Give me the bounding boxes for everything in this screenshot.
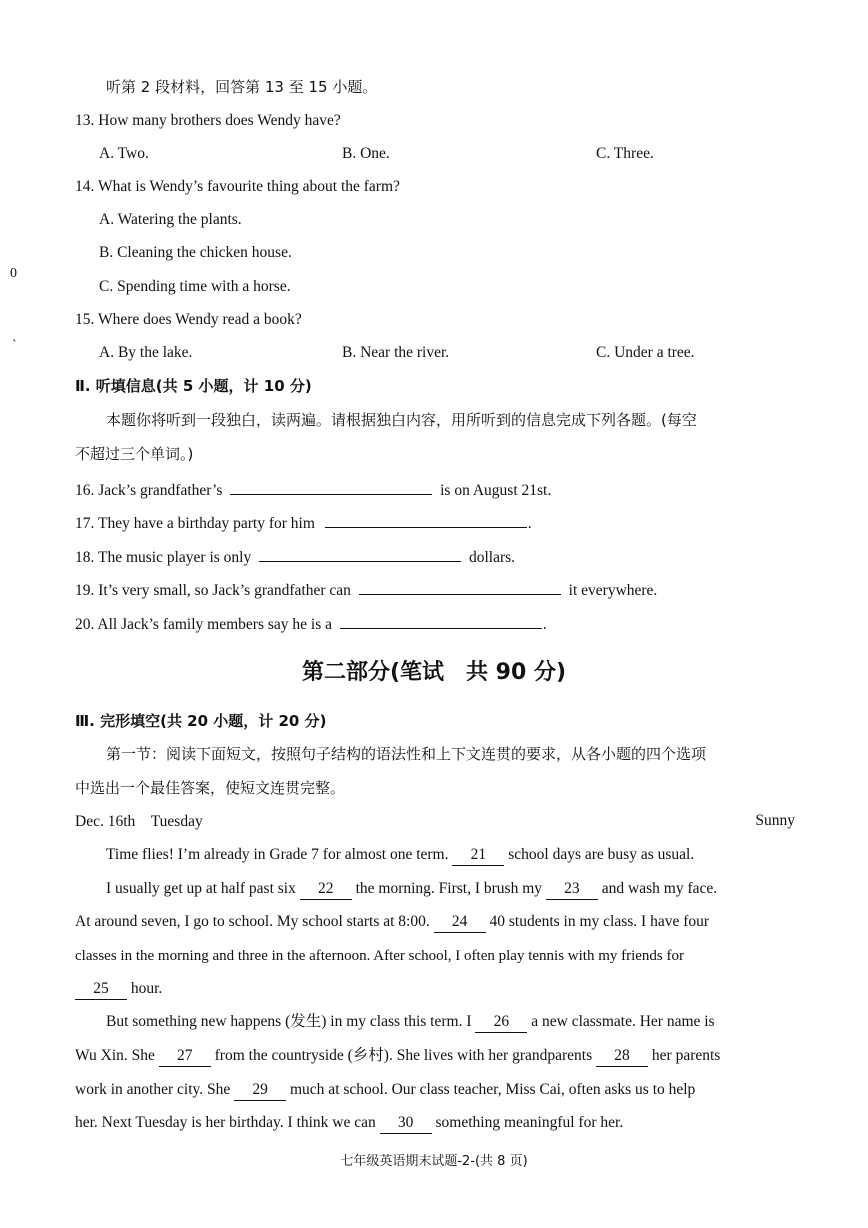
fill-item-19: [75, 578, 657, 601]
cloze-blank-30[interactable]: 30: [380, 1113, 432, 1134]
passage-text: her parents: [651, 1047, 721, 1064]
part3-instruction-line2: 中选出一个最佳答案，使短文连贯完整。: [75, 779, 346, 797]
q15-option-c: C. Under a tree.: [596, 344, 695, 361]
passage-line-8: [75, 1080, 695, 1101]
passage-text: At around seven, I go to school. My school starts at 8:00.: [75, 913, 430, 930]
passage-text: Time flies! I’m already in Grade 7 for almost one term.: [106, 846, 449, 863]
answer-blank-18[interactable]: [259, 545, 461, 562]
cloze-blank-24[interactable]: 24: [434, 912, 486, 933]
cloze-blank-25[interactable]: 25: [75, 979, 127, 1000]
page-footer: 七年级英语期末试题-2-(共 8 页): [340, 1154, 528, 1169]
fill-item-18-text: 18. The music player is only: [75, 549, 252, 566]
answer-blank-19[interactable]: [359, 578, 561, 595]
passage-line-3: [75, 912, 709, 933]
q14-option-b: B. Cleaning the chicken house.: [99, 244, 292, 261]
passage-text: hour.: [130, 980, 163, 997]
passage-text: a new classmate. Her name is: [531, 1013, 715, 1030]
cloze-blank-21[interactable]: 21: [452, 845, 504, 866]
q13-option-c: C. Three.: [596, 145, 654, 162]
q13-option-a: A. Two.: [99, 145, 149, 162]
cloze-blank-27[interactable]: 27: [159, 1046, 211, 1067]
fill-item-20-suffix: .: [542, 616, 547, 633]
passage-line-5: [75, 979, 162, 1000]
passage-text: the morning. First, I brush my: [355, 880, 543, 897]
passage-text: and wash my face.: [601, 880, 718, 897]
margin-mark-zero: 0: [10, 266, 17, 281]
passage-text: But something new happens (发生) in my class this term. I: [106, 1013, 472, 1030]
passage-text: school days are busy as usual.: [508, 846, 695, 863]
part3-heading: Ⅲ. 完形填空(共 20 小题，计 20 分): [75, 712, 327, 730]
fill-item-18-suffix: dollars.: [468, 549, 516, 566]
fill-item-16-suffix: is on August 21st.: [440, 482, 552, 499]
answer-blank-20[interactable]: [340, 612, 542, 629]
fill-item-19-text: 19. It’s very small, so Jack’s grandfather can: [75, 582, 351, 599]
question-13: 13. How many brothers does Wendy have?: [75, 112, 341, 129]
diary-weather: Sunny: [755, 812, 795, 829]
margin-mark-tick: `: [12, 338, 17, 353]
q13-option-b: B. One.: [342, 145, 390, 162]
cloze-blank-28[interactable]: 28: [596, 1046, 648, 1067]
passage-text: work in another city. She: [75, 1081, 231, 1098]
fill-item-16-text: 16. Jack’s grandfather’s: [75, 482, 223, 499]
passage-text: from the countryside (乡村). She lives with her grandparents: [214, 1047, 593, 1064]
cloze-blank-23[interactable]: 23: [546, 879, 598, 900]
fill-item-20: [75, 612, 547, 635]
part3-instruction-line1: 第一节：阅读下面短文，按照句子结构的语法性和上下文连贯的要求，从各小题的四个选项: [106, 745, 707, 763]
fill-item-17-text: 17. They have a birthday party for him: [75, 515, 315, 532]
answer-blank-16[interactable]: [230, 478, 432, 495]
fill-item-16: [75, 478, 551, 501]
answer-blank-17[interactable]: [325, 511, 527, 528]
q15-option-a: A. By the lake.: [99, 344, 193, 361]
q14-option-c: C. Spending time with a horse.: [99, 278, 291, 295]
passage-line-2: [106, 879, 717, 900]
fill-item-17: [75, 511, 532, 534]
passage-text: 40 students in my class. I have four: [489, 913, 710, 930]
cloze-blank-26[interactable]: 26: [475, 1012, 527, 1033]
diary-date: Dec. 16th Tuesday: [75, 813, 203, 830]
listening-intro: 听第 2 段材料，回答第 13 至 15 小题。: [106, 78, 378, 96]
fill-item-20-text: 20. All Jack’s family members say he is a: [75, 616, 332, 633]
question-14: 14. What is Wendy’s favourite thing about the farm?: [75, 178, 400, 195]
q15-option-b: B. Near the river.: [342, 344, 450, 361]
passage-line-7: [75, 1046, 720, 1067]
passage-text: much at school. Our class teacher, Miss Cai, often asks us to help: [290, 1081, 696, 1098]
fill-item-19-suffix: it everywhere.: [568, 582, 658, 599]
passage-text: Wu Xin. She: [75, 1047, 155, 1064]
fill-item-18: [75, 545, 515, 568]
passage-line-1: [106, 845, 694, 866]
passage-text: her. Next Tuesday is her birthday. I think we can: [75, 1114, 376, 1131]
part2-instruction-line1: 本题你将听到一段独白，读两遍。请根据独白内容，用所听到的信息完成下列各题。(每空: [106, 411, 697, 429]
passage-line-9: [75, 1113, 623, 1134]
passage-line-6: [106, 1012, 715, 1033]
cloze-blank-29[interactable]: 29: [234, 1080, 286, 1101]
passage-text: something meaningful for her.: [435, 1114, 624, 1131]
passage-text: I usually get up at half past six: [106, 880, 296, 897]
fill-item-17-suffix: .: [527, 515, 532, 532]
cloze-blank-22[interactable]: 22: [300, 879, 352, 900]
part2-heading: Ⅱ. 听填信息(共 5 小题，计 10 分): [75, 377, 312, 395]
q14-option-a: A. Watering the plants.: [99, 211, 242, 228]
part2-instruction-line2: 不超过三个单词。): [75, 445, 194, 463]
section-title: 第二部分(笔试 共 90 分): [301, 660, 567, 685]
passage-line-4: classes in the morning and three in the afternoon. After school, I often play tennis with my friends for: [75, 948, 685, 964]
question-15: 15. Where does Wendy read a book?: [75, 311, 302, 328]
